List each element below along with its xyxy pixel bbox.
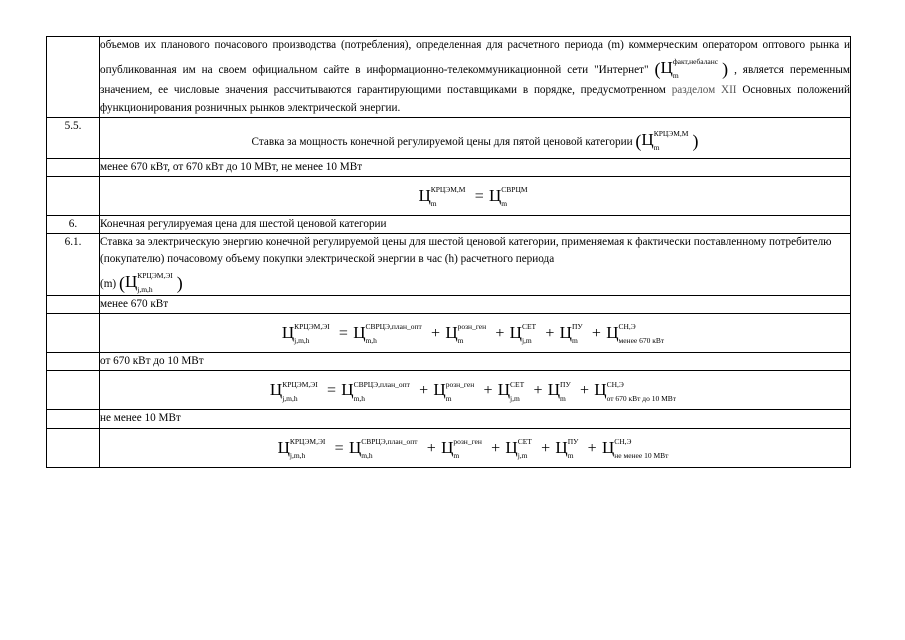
row-number-empty <box>47 37 100 118</box>
row-number: 6.1. <box>47 234 100 296</box>
category-caption: не менее 10 МВт <box>100 410 851 428</box>
category-caption: от 670 кВт до 10 МВт <box>100 353 851 371</box>
table-row <box>47 117 851 158</box>
formula-c: Ц КРЦЭМ,ЭI j,m,h = Ц СВРЦЭ,план_опт m,h + Ц розн_ген m + Ц СЕТ j,m + Ц ПУ m + Ц СН,Э не менее 10 МВт <box>100 428 851 467</box>
table-row <box>47 295 851 313</box>
tariff-table <box>46 36 851 468</box>
intro-line1: объемов их планового почасового производства (потребления), определенная для расчетного периода (m) коммерческим оператором оптового рынка и опубликованная им на своем официальном сайте в информационно-телекоммуникационной сети "Интернет" <box>100 39 850 77</box>
formula-a: Ц КРЦЭМ,ЭI j,m,h = Ц СВРЦЭ,план_опт m,h + Ц розн_ген m + Ц СЕТ j,m + Ц ПУ m + Ц СН,Э менее 670 кВт <box>100 314 851 353</box>
row-text: Ставка за электрическую энергию конечной регулируемой цены для шестой ценовой категории, применяемая к фактически поставленному потребителю (покупателю) почасовому объему покупки электрической энергии в час (h) расчетного периода (m) (Ц КРЦЭМ,ЭI j,m,h ) <box>100 234 851 296</box>
table-row <box>47 234 851 296</box>
intro-text <box>100 37 851 118</box>
table-row <box>47 371 851 410</box>
table-row <box>47 353 851 371</box>
row-number: 6. <box>47 216 100 234</box>
table-row <box>47 37 851 118</box>
category-caption: менее 670 кВт <box>100 295 851 313</box>
r61-symbol: (Ц КРЦЭМ,ЭI j,m,h ) <box>118 270 183 294</box>
intro-line2: , является переменным значением, ее числовые значения рассчитываются гарантирующими поставщиками в порядке, предусмотренном <box>100 64 850 97</box>
table-row <box>47 177 851 216</box>
formula-r55: Ц КРЦЭМ,М m = Ц СВРЦМ m <box>100 177 851 216</box>
table-row <box>47 158 851 176</box>
intro-line3: Основных положений функционирования розничных рынков электрической энергии. <box>100 84 850 114</box>
row-text: Конечная регулируемая цена для шестой ценовой категории <box>100 216 851 234</box>
row-text: Ставка за мощность конечной регулируемой цены для пятой ценовой категории (Ц КРЦЭМ,М m ) <box>100 117 851 158</box>
table-row <box>47 410 851 428</box>
section-link[interactable]: разделом XII <box>671 84 737 97</box>
row-number: 5.5. <box>47 117 100 158</box>
intro-symbol: (Ц факт,небаланс m ) <box>654 57 729 81</box>
table-row <box>47 216 851 234</box>
category-caption: менее 670 кВт, от 670 кВт до 10 МВт, не менее 10 МВт <box>100 158 851 176</box>
formula-b: Ц КРЦЭМ,ЭI j,m,h = Ц СВРЦЭ,план_опт m,h + Ц розн_ген m + Ц СЕТ j,m + Ц ПУ m + Ц СН,Э от 670 кВт до 10 МВт <box>100 371 851 410</box>
table-row <box>47 314 851 353</box>
r55-symbol: (Ц КРЦЭМ,М m ) <box>635 128 699 152</box>
table-row <box>47 428 851 467</box>
